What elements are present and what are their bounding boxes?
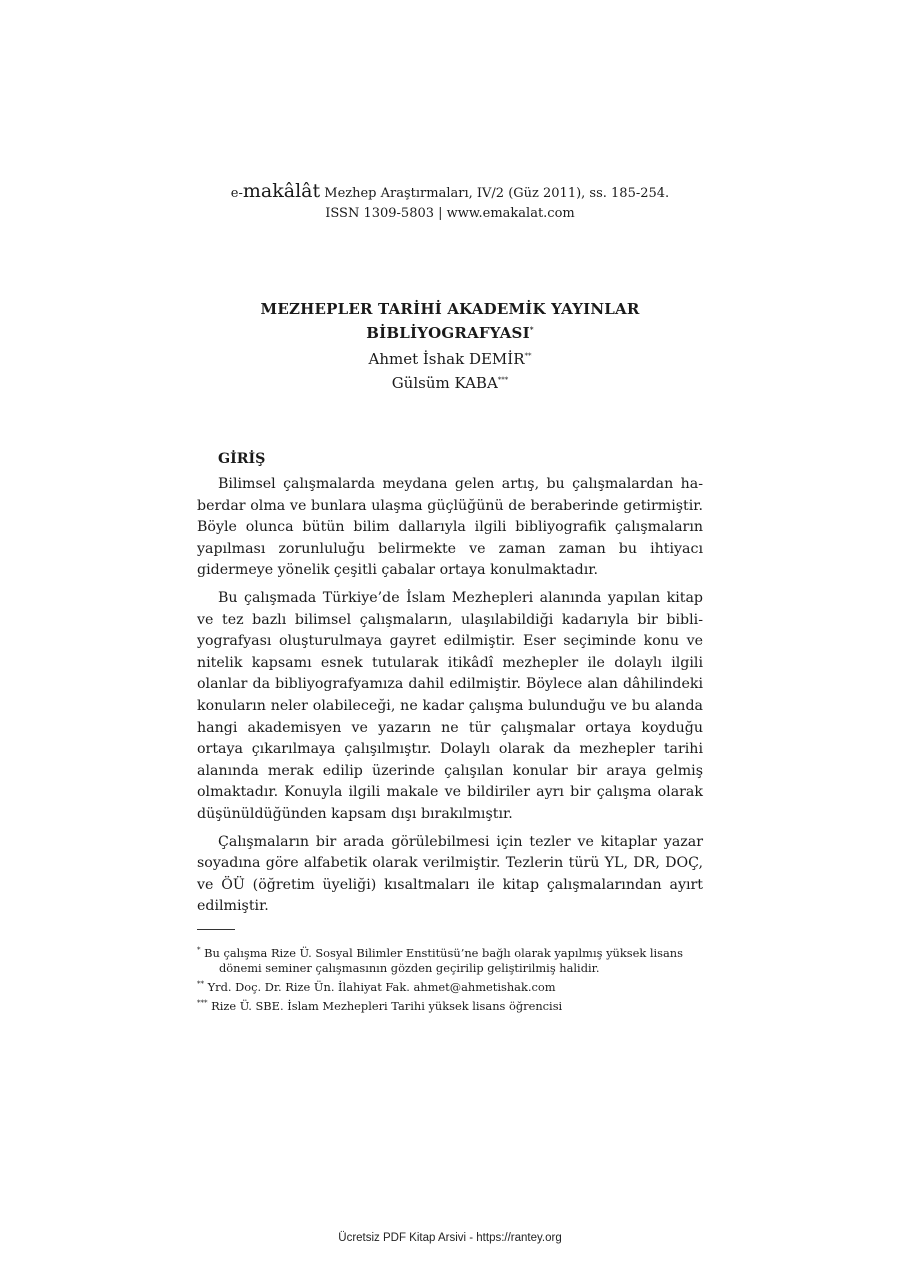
footnote-separator (197, 929, 235, 930)
author-2 (0, 371, 900, 395)
body-paragraph-2: Bu çalışmada Türkiye’de İslam Mezhepleri alanında yapılan kitap ve tez bazlı bilimsel çalışmaların, ulaşılabildiği kadarıyla bir bibliyografyası oluşturulmaya gayret edilmiştir. Eser seçiminde konu ve nitelik kapsamı esnek tutularak itikâdî mezhepler ile dolaylı ilgili olanlar da bibliyografyamıza dahil edilmiştir. Böylece alan dâhilindeki konuların neler olabileceği, ne kadar çalışma bulunduğu ve bu alanda hangi akademisyen ve yazarın ne tür çalışmalar ortaya koyduğu ortaya çıkarılmaya çalışılmıştır. Dolaylı olarak da mezhepler tarihi alanında merak edilip üzerinde çalışılan konular bir araya gelmiş olmaktadır. Konuyla ilgili makale ve bildiriler ayrı bir çalışma olarak düşünüldüğünden kapsam dışı bırakılmıştır. (197, 589, 703, 822)
journal-citation: Mezhep Araştırmaları, IV/2 (Güz 2011), ss. 185-254. (324, 186, 670, 201)
footnote-3-text: Rize Ü. SBE. İslam Mezhepleri Tarihi yüksek lisans öğrencisi (211, 999, 563, 1013)
author-2-name: Gülsüm KABA (391, 374, 498, 392)
section-heading: GİRİŞ (218, 451, 266, 467)
article-title-line-1: MEZHEPLER TARİHİ AKADEMİK YAYINLAR (260, 300, 640, 318)
body-paragraph-3: Çalışmaların bir arada görülebilmesi için tezler ve kitaplar yazar soyadına göre alfabetik olarak verilmiştir. Tezlerin türü YL, DR, DOÇ, ve ÖÜ (öğretim üyeliği) kısaltmaları ile kitap çalışmalarından ayırt edilmiştir. (197, 833, 703, 915)
author-1 (0, 347, 900, 371)
footnote-1-mark: * (197, 946, 201, 955)
author-2-footnote-mark: *** (497, 376, 509, 384)
author-1-name: Ahmet İshak DEMİR (368, 350, 525, 368)
footnote-3 (197, 999, 703, 1014)
article-title-block (0, 297, 900, 395)
journal-brand-name: makâlât (242, 180, 321, 202)
journal-citation-line (0, 181, 900, 204)
footnote-2-text: Yrd. Doç. Dr. Rize Ün. İlahiyat Fak. ahmet@ahmetishak.com (207, 980, 556, 994)
footnote-1-text: Bu çalışma Rize Ü. Sosyal Bilimler Enstitüsü’ne bağlı olarak yapılmış yüksek lisans dönemi seminer çalışmasının gözden geçirilip geliştirilmiş halidir. (204, 946, 683, 975)
footnotes (197, 946, 703, 1018)
article-title-text: BİBLİYOGRAFYASI (366, 324, 530, 342)
article-title-line-2 (0, 321, 900, 345)
footnote-3-mark: *** (197, 999, 208, 1008)
page-footer: Ücretsiz PDF Kitap Arsivi - https://rantey.org (338, 1232, 562, 1244)
footnote-1 (197, 946, 703, 976)
journal-brand-prefix: e- (230, 186, 243, 201)
journal-issn-line: ISSN 1309-5803 | www.emakalat.com (325, 206, 575, 221)
author-1-footnote-mark: ** (524, 352, 532, 360)
title-footnote-mark: * (529, 325, 534, 334)
body-paragraph-1: Bilimsel çalışmalarda meydana gelen artış, bu çalışmalardan haberdar olma ve bunlara ulaşma güçlüğünü de beraberinde getirmiştir. Böyle olunca bütün bilim dallarıyla ilgili bibliyografik çalışmaların yapılması zorunluluğu belirmekte ve zaman zaman bu ihtiyacı gidermeye yönelik çeşitli çabalar ortaya konulmaktadır. (197, 476, 703, 579)
article-body (197, 448, 703, 924)
footnote-2-mark: ** (197, 980, 204, 989)
journal-header (0, 181, 900, 224)
footnote-2 (197, 980, 703, 995)
